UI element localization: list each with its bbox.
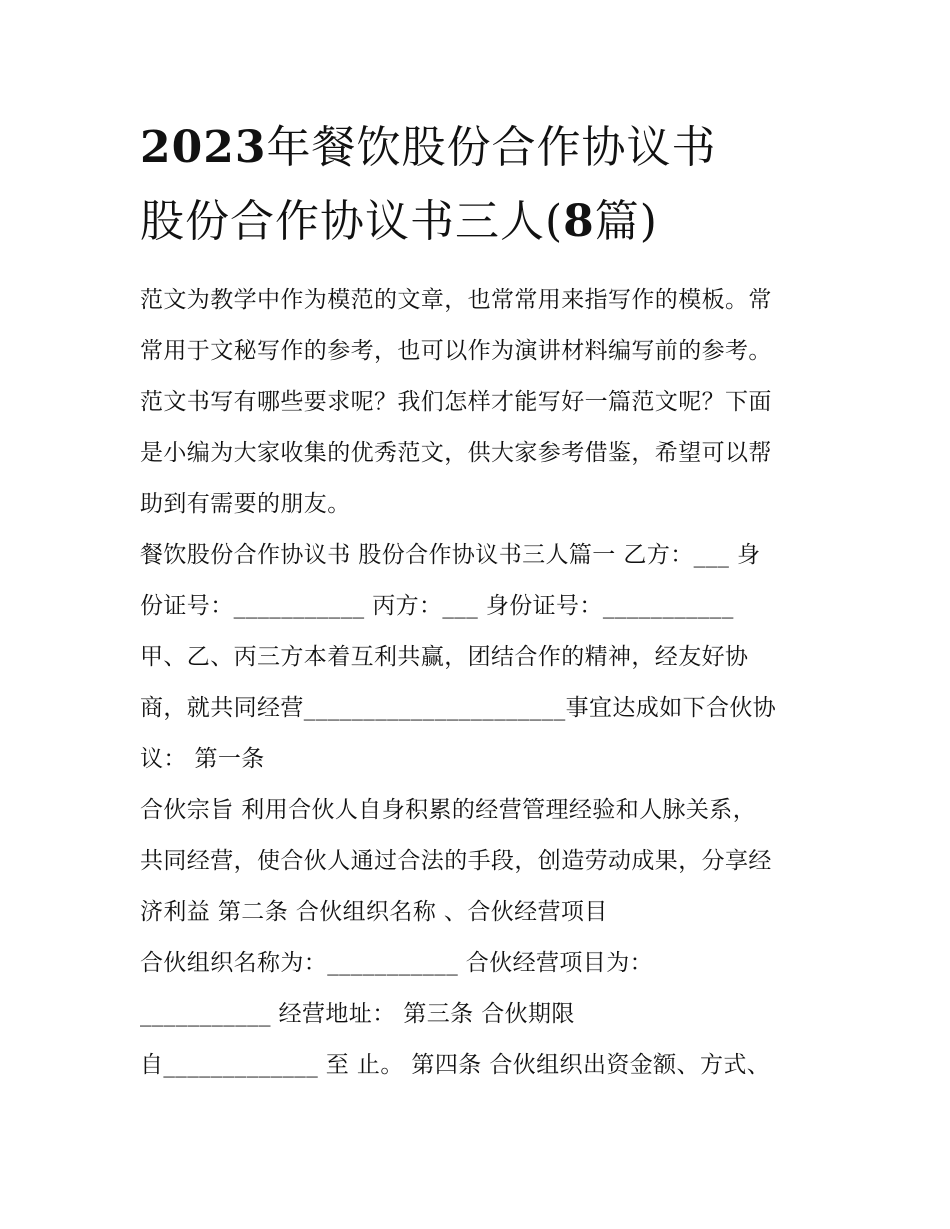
title-text-1: 年餐饮股份合作协议书 bbox=[266, 122, 717, 173]
title-text-2: 股份合作协议书三人( bbox=[140, 196, 564, 247]
body-line-4: 是小编为大家收集的优秀范文，供大家参考借鉴，希望可以帮 bbox=[140, 440, 772, 466]
body-line-3: 范文书写有哪些要求呢？我们怎样才能写好一篇范文呢？下面 bbox=[140, 389, 772, 415]
body-line-9: 商，就共同经营______________________事宜达成如下合伙协 bbox=[140, 695, 777, 721]
body-line-14: 合伙组织名称为：___________ 合伙经营项目为： bbox=[140, 950, 654, 976]
body-line-12: 共同经营，使合伙人通过合法的手段，创造劳动成果，分享经 bbox=[140, 848, 772, 874]
body-line-2: 常用于文秘写作的参考，也可以作为演讲材料编写前的参考。 bbox=[140, 338, 772, 364]
body-line-7: 份证号：___________ 丙方：___ 身份证号：___________ bbox=[140, 593, 734, 619]
body-line-6: 餐饮股份合作协议书 股份合作协议书三人篇一 乙方：___ 身 bbox=[140, 542, 761, 568]
title-year: 2023 bbox=[140, 122, 267, 173]
body-line-1: 范文为教学中作为模范的文章，也常常用来指写作的模板。常 bbox=[140, 287, 772, 313]
body-line-8: 甲、乙、丙三方本着互利共赢，团结合作的精神，经友好协 bbox=[140, 644, 749, 670]
title-count: 8 bbox=[563, 196, 595, 247]
body-line-15: ___________ 经营地址： 第三条 合伙期限 bbox=[140, 1001, 575, 1027]
body-line-10: 议： 第一条 bbox=[140, 746, 265, 772]
body-line-5: 助到有需要的朋友。 bbox=[140, 491, 351, 517]
body-line-13: 济利益 第二条 合伙组织名称 、合伙经营项目 bbox=[140, 899, 608, 925]
body-line-11: 合伙宗旨 利用合伙人自身积累的经营管理经验和人脉关系， bbox=[140, 797, 757, 823]
body-line-16: 自_____________ 至 止。 第四条 合伙组织出资金额、方式、 bbox=[140, 1052, 771, 1078]
title-text-3: 篇) bbox=[594, 196, 658, 247]
document-title-line-1 bbox=[140, 122, 716, 174]
document-title-line-2 bbox=[140, 196, 658, 248]
